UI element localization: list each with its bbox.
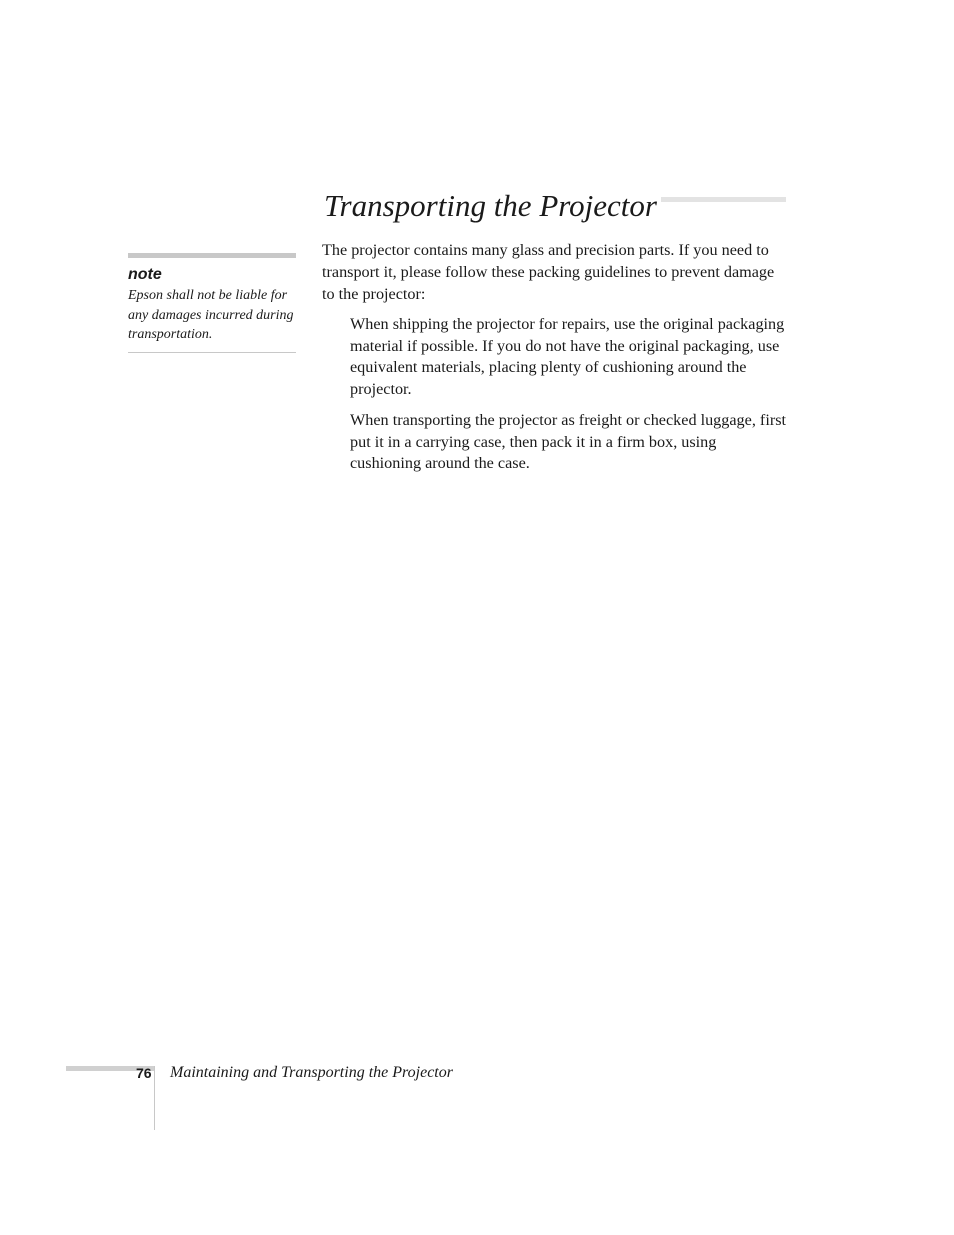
note-label: note — [128, 266, 162, 283]
footer-divider — [154, 1066, 155, 1130]
note-text: Epson shall not be liable for any damages incurred during transportation. — [128, 288, 294, 342]
guideline-paragraph-transporting: When transporting the projector as freight or checked luggage, first put it in a carrying case, then pack it in a firm box, using cushioning around the case. — [350, 411, 787, 473]
note-top-rule — [128, 253, 296, 258]
note-sidebar — [128, 253, 296, 353]
page-number: 76 — [136, 1065, 152, 1081]
note-bottom-rule — [128, 352, 296, 353]
page-title: Transporting the Projector — [324, 186, 661, 226]
intro-paragraph: The projector contains many glass and precision parts. If you need to transport it, please follow these packing guidelines to prevent damage to the projector: — [322, 241, 775, 303]
guideline-paragraph-shipping: When shipping the projector for repairs, use the original packaging material if possible. If you do not have the original packaging, use equivalent materials, placing plenty of cushioning around the projector. — [350, 315, 785, 399]
running-footer-title: Maintaining and Transporting the Projector — [170, 1064, 453, 1081]
